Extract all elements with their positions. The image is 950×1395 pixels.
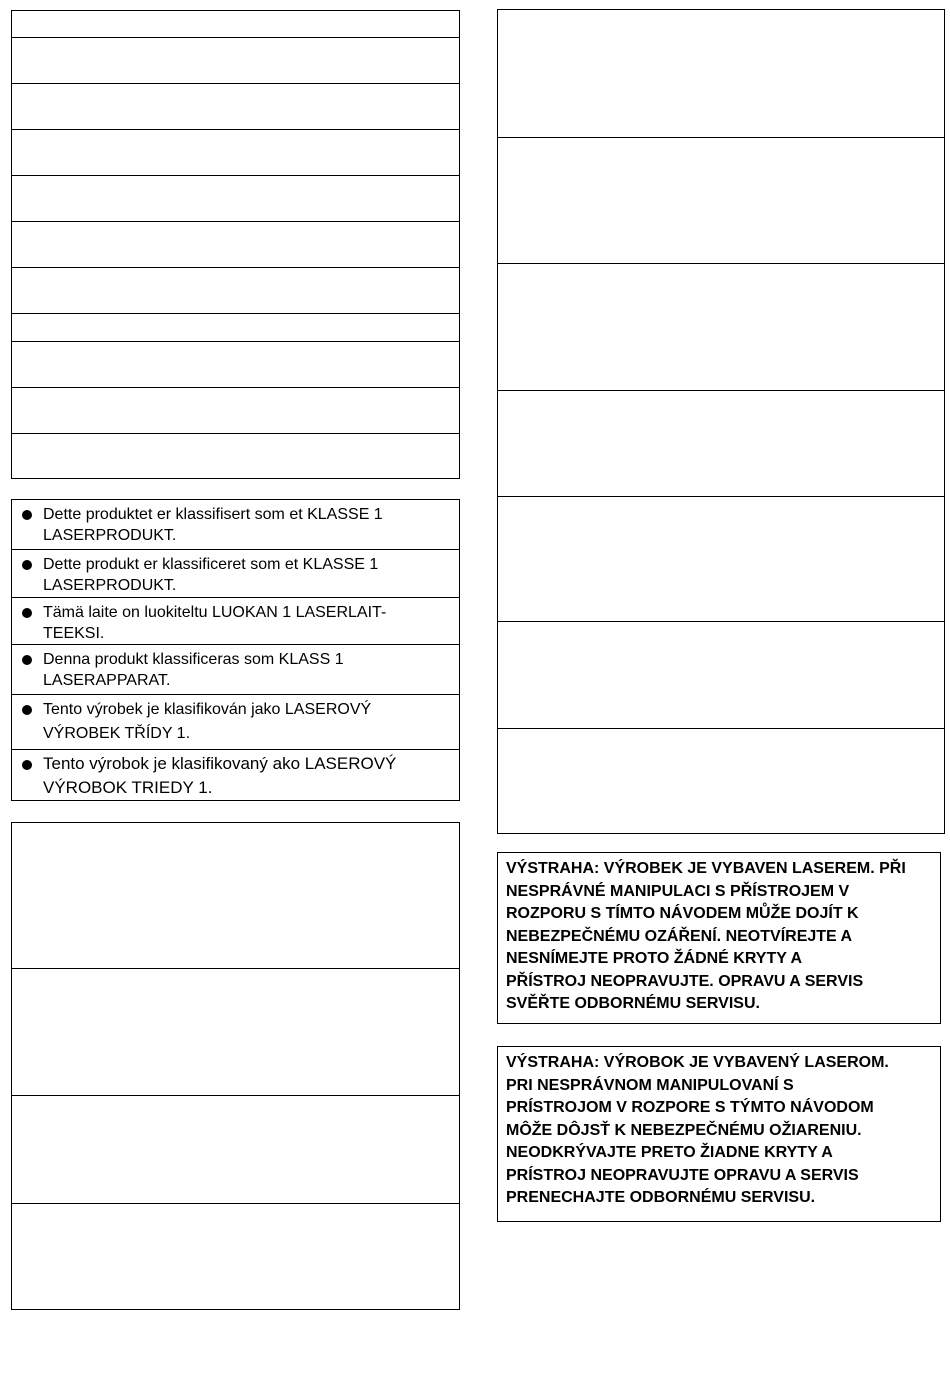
laser-warning-slovak	[497, 1046, 941, 1222]
statement-line: LASERPRODUKT.	[43, 577, 177, 594]
warning-line: PŘÍSTROJ NEOPRAVUJTE. OPRAVU A SERVIS	[506, 972, 864, 990]
empty-cell	[12, 83, 459, 129]
statement-line: Dette produkt er klassificeret som et KLASSE 1	[43, 556, 379, 573]
empty-cell	[498, 390, 944, 496]
bullet-icon	[22, 560, 32, 570]
empty-cell	[12, 341, 459, 387]
empty-cell	[498, 621, 944, 728]
list-item	[12, 597, 459, 644]
bullet-icon	[22, 655, 32, 665]
warning-line: ROZPORU S TÍMTO NÁVODEM MŮŽE DOJÍT K	[506, 905, 859, 922]
statement-line: TEEKSI.	[43, 625, 105, 642]
list-item	[12, 694, 459, 749]
empty-table-top-left	[11, 10, 460, 479]
statement-line: Tämä laite on luokiteltu LUOKAN 1 LASERLAIT-	[43, 604, 387, 621]
empty-cell	[12, 1203, 459, 1309]
warning-line: PRÍSTROJOM V ROZPORE S TÝMTO NÁVODOM	[506, 1099, 874, 1116]
statement-line: Tento výrobek je klasifikován jako LASEROVÝ	[43, 701, 372, 718]
empty-cell	[12, 433, 459, 478]
empty-table-right	[497, 9, 945, 834]
bullet-icon	[22, 510, 32, 520]
statement-line: VÝROBEK TŘÍDY 1.	[43, 725, 191, 742]
empty-cell	[12, 823, 459, 968]
empty-cell	[498, 137, 944, 263]
warning-line: PRENECHAJTE ODBORNÉMU SERVISU.	[506, 1189, 816, 1206]
warning-line: SVĚŘTE ODBORNÉMU SERVISU.	[506, 995, 760, 1012]
bullet-icon	[22, 608, 32, 618]
statement-line: Dette produktet er klassifisert som et KLASSE 1	[43, 506, 383, 523]
empty-table-bottom-left	[11, 822, 460, 1310]
warning-line: NEODKRÝVAJTE PRETO ŽIADNE KRYTY A	[506, 1144, 833, 1161]
empty-cell	[12, 11, 459, 37]
empty-cell	[12, 129, 459, 175]
empty-cell	[498, 10, 944, 137]
warning-line: PRÍSTROJ NEOPRAVUJTE OPRAVU A SERVIS	[506, 1166, 859, 1184]
warning-line: NESPRÁVNÉ MANIPULACI S PŘÍSTROJEM V	[506, 882, 850, 900]
list-item	[12, 549, 459, 597]
warning-line: VÝSTRAHA: VÝROBOK JE VYBAVENÝ LASEROM.	[506, 1054, 889, 1071]
list-item	[12, 500, 459, 549]
warning-line: PRI NESPRÁVNOM MANIPULOVANÍ S	[506, 1076, 794, 1094]
statement-line: LASERAPPARAT.	[43, 672, 171, 689]
bullet-icon	[22, 760, 32, 770]
empty-cell	[12, 37, 459, 83]
empty-cell	[498, 496, 944, 621]
warning-line: VÝSTRAHA: VÝROBEK JE VYBAVEN LASEREM. PŘI	[506, 860, 906, 877]
statement-line: Denna produkt klassificeras som KLASS 1	[43, 651, 344, 668]
empty-cell	[12, 1095, 459, 1203]
statement-line: Tento výrobok je klasifikovaný ako LASEROVÝ	[43, 754, 397, 773]
warning-line: NESNÍMEJTE PROTO ŽÁDNÉ KRYTY A	[506, 950, 803, 967]
empty-cell	[12, 221, 459, 267]
empty-cell	[12, 313, 459, 341]
statement-line: VÝROBOK TRIEDY 1.	[43, 778, 213, 797]
empty-cell	[12, 387, 459, 433]
warning-line: NEBEZPEČNÉMU OZÁŘENÍ. NEOTVÍREJTE A	[506, 927, 853, 945]
empty-cell	[12, 175, 459, 221]
bullet-icon	[22, 705, 32, 715]
laser-warning-czech	[497, 852, 941, 1024]
empty-cell	[12, 968, 459, 1095]
warning-line: MÔŽE DÔJSŤ K NEBEZPEČNÉMU OŽIARENIU.	[506, 1121, 862, 1139]
empty-cell	[498, 728, 944, 833]
list-item	[12, 749, 459, 800]
empty-cell	[498, 263, 944, 390]
empty-cell	[12, 267, 459, 313]
statement-line: LASERPRODUKT.	[43, 527, 177, 544]
list-item	[12, 644, 459, 694]
laser-class-list	[11, 499, 460, 801]
